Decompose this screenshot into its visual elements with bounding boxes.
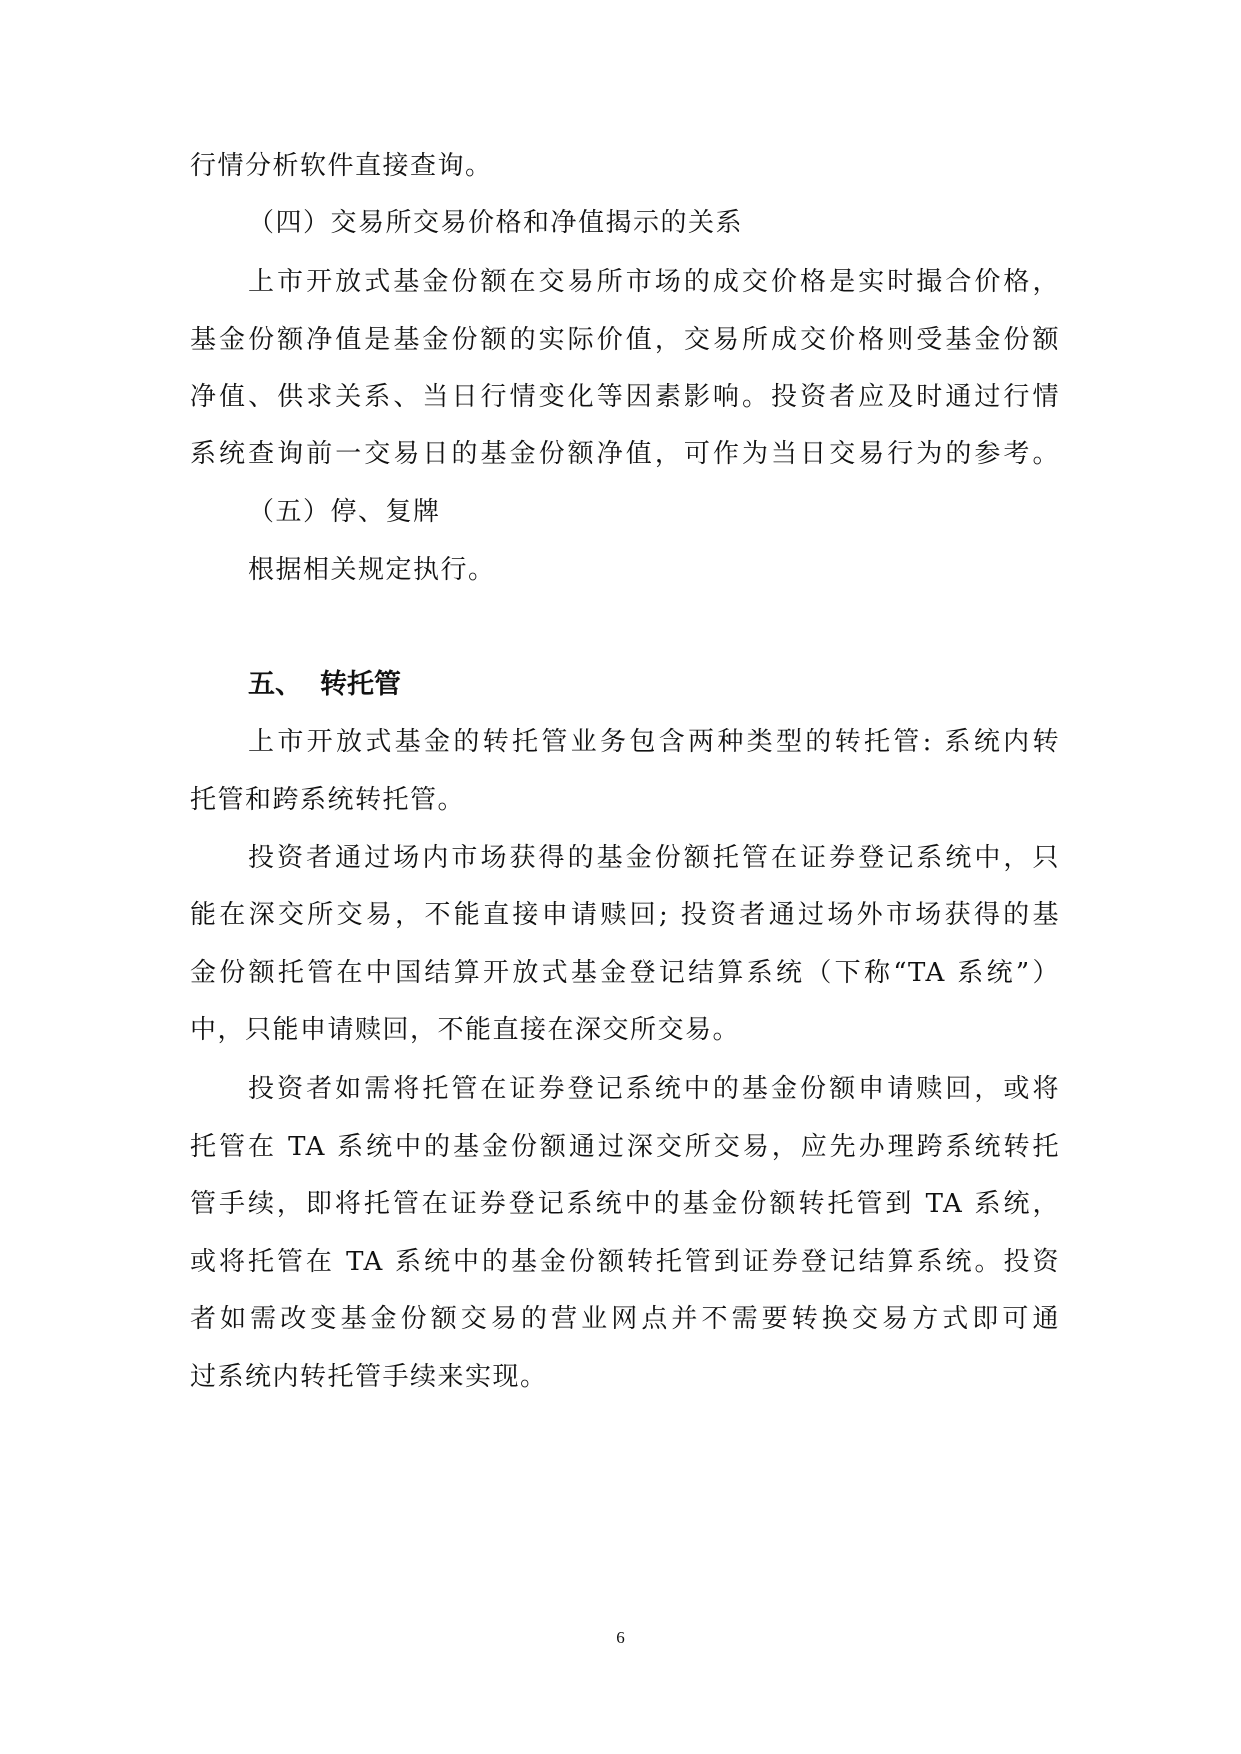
page-number: 6 — [616, 1628, 625, 1647]
paragraph-line: 能在深交所交易，不能直接申请赎回; 投资者通过场外市场获得的基 — [190, 900, 1060, 930]
paragraph-line: 管手续，即将托管在证券登记系统中的基金份额转托管到 TA 系统， — [190, 1189, 1060, 1219]
paragraph-line: 上市开放式基金的转托管业务包含两种类型的转托管: 系统内转 — [248, 727, 1060, 757]
paragraph-line: 或将托管在 TA 系统中的基金份额转托管到证券登记结算系统。投资 — [190, 1247, 1060, 1277]
section-title: 转托管 — [320, 669, 401, 700]
paragraph-line: 金份额托管在中国结算开放式基金登记结算系统（下称“TA 系统”） — [190, 958, 1060, 988]
paragraph-line: 基金份额净值是基金份额的实际价值，交易所成交价格则受基金份额 — [190, 325, 1060, 355]
paragraph-line: 行情分析软件直接查询。 — [190, 151, 493, 181]
section-heading — [248, 665, 401, 705]
section-number: 五、 — [248, 669, 302, 700]
paragraph-line: 上市开放式基金份额在交易所市场的成交价格是实时撮合价格， — [248, 267, 1060, 297]
paragraph-line: 系统查询前一交易日的基金份额净值，可作为当日交易行为的参考。 — [190, 439, 1060, 469]
paragraph-line: 托管在 TA 系统中的基金份额通过深交所交易，应先办理跨系统转托 — [190, 1132, 1060, 1162]
paragraph-line: 中，只能申请赎回，不能直接在深交所交易。 — [190, 1015, 741, 1045]
subsection-heading-4: （四）交易所交易价格和净值揭示的关系 — [248, 208, 744, 238]
paragraph-line: 根据相关规定执行。 — [248, 555, 496, 585]
paragraph-line: 过系统内转托管手续来实现。 — [190, 1362, 548, 1392]
paragraph-line: 投资者如需将托管在证券登记系统中的基金份额申请赎回，或将 — [248, 1074, 1060, 1104]
paragraph-line: 者如需改变基金份额交易的营业网点并不需要转换交易方式即可通 — [190, 1304, 1060, 1334]
paragraph-line: 托管和跨系统转托管。 — [190, 785, 466, 815]
subsection-heading-5: （五）停、复牌 — [248, 497, 441, 527]
paragraph-line: 净值、供求关系、当日行情变化等因素影响。投资者应及时通过行情 — [190, 382, 1060, 412]
paragraph-line: 投资者通过场内市场获得的基金份额托管在证券登记系统中，只 — [248, 843, 1060, 873]
